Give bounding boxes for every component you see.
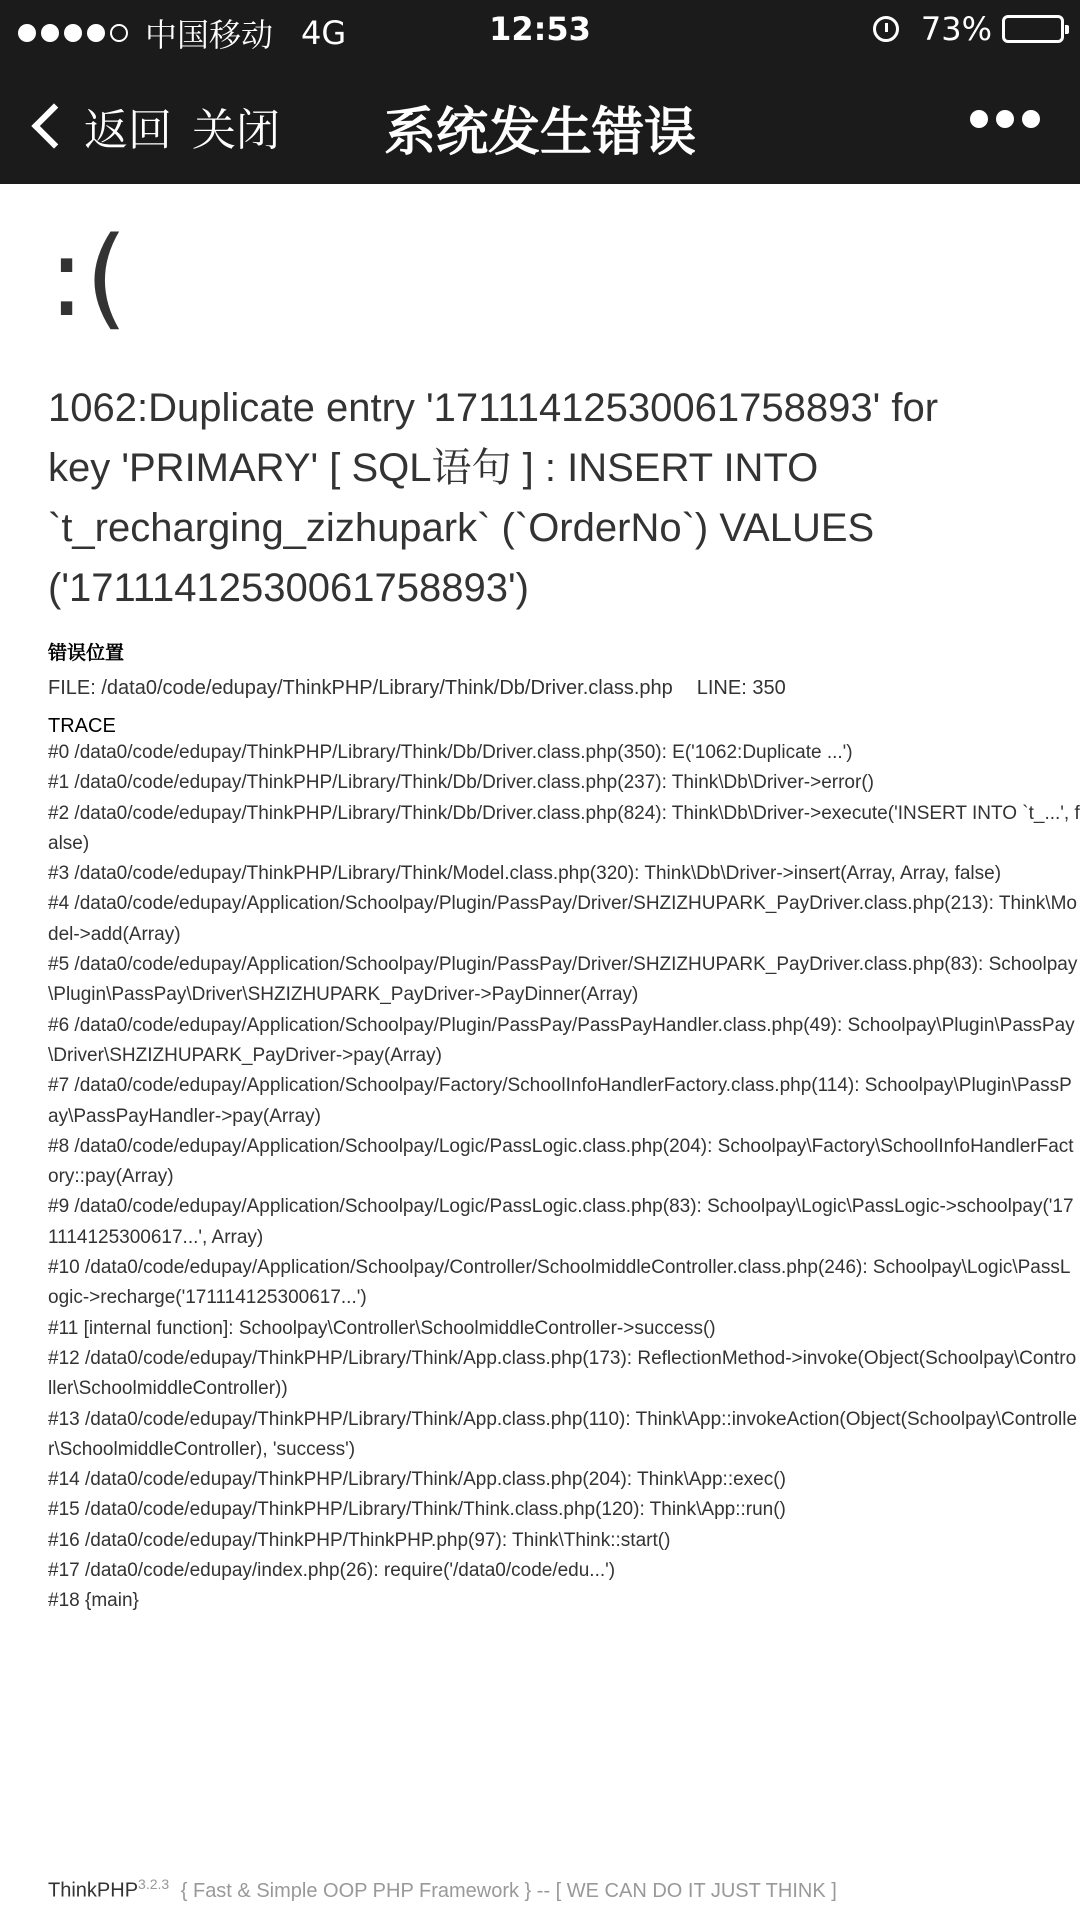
error-file: FILE: /data0/code/edupay/ThinkPHP/Library/Think/Db/Driver.class.php xyxy=(48,677,673,699)
trace-item: #13 /data0/code/edupay/ThinkPHP/Library/Think/App.class.php(110): Think\App::invokeAction(Object(Schoolpay\Controller\SchoolmiddleController), 'success') xyxy=(48,1408,1078,1460)
trace-item: #5 /data0/code/edupay/Application/Schoolpay/Plugin/PassPay/Driver/SHZIZHUPARK_PayDriver.class.php(83): Schoolpay\Plugin\PassPay\Driver\SHZIZHUPARK_PayDriver->PayDinner(Array) xyxy=(48,954,1078,1006)
error-line: LINE: 350 xyxy=(696,677,786,699)
battery-percent: 73% xyxy=(920,10,992,48)
sad-face: :( xyxy=(48,213,128,341)
trace-item: #2 /data0/code/edupay/ThinkPHP/Library/Think/Db/Driver.class.php(824): Think\Db\Driver->execute('INSERT INTO `t_...', false) xyxy=(48,802,1080,854)
error-message: 1062:Duplicate entry '17111412530061758893' for key 'PRIMARY' [ SQL语句 ] : INSERT INTO `t_recharging_zizhupark` (`OrderNo`) VALUES ('17111412530061758893') xyxy=(48,386,939,610)
error-location-title: 错误位置 xyxy=(48,642,125,664)
carrier-name: 中国移动 xyxy=(145,16,274,54)
trace-item: #18 {main} xyxy=(48,1590,139,1612)
trace-item: #1 /data0/code/edupay/ThinkPHP/Library/Think/Db/Driver.class.php(237): Think\Db\Driver->error() xyxy=(48,772,874,794)
page-title: 系统发生错误 xyxy=(383,103,696,163)
trace-item: #12 /data0/code/edupay/ThinkPHP/Library/Think/App.class.php(173): ReflectionMethod->invoke(Object(Schoolpay\Controller\SchoolmiddleController)) xyxy=(48,1347,1077,1400)
error-content xyxy=(48,184,1080,1617)
framework-slogan: { Fast & Simple OOP PHP Framework } -- [ WE CAN DO IT JUST THINK ] xyxy=(180,1879,837,1902)
trace-item: #6 /data0/code/edupay/Application/Schoolpay/Plugin/PassPay/PassPayHandler.class.php(49): Schoolpay\Plugin\PassPay\Driver\SHZIZHUPARK_PayDriver->pay(Array) xyxy=(48,1014,1075,1066)
trace-item: #15 /data0/code/edupay/ThinkPHP/Library/Think/Think.class.php(120): Think\App::run() xyxy=(48,1499,786,1521)
trace-item: #14 /data0/code/edupay/ThinkPHP/Library/Think/App.class.php(204): Think\App::exec() xyxy=(48,1469,786,1491)
trace-title: TRACE xyxy=(48,715,116,737)
trace-item: #16 /data0/code/edupay/ThinkPHP/ThinkPHP.php(97): Think\Think::start() xyxy=(48,1529,671,1551)
battery-icon xyxy=(1002,15,1064,43)
clock: 12:53 xyxy=(489,10,591,48)
network-type: 4G xyxy=(301,14,347,52)
trace-item: #17 /data0/code/edupay/index.php(26): require('/data0/code/edu...') xyxy=(48,1560,616,1582)
framework-version: 3.2.3 xyxy=(138,1876,170,1892)
more-icon[interactable] xyxy=(962,110,1040,128)
nav-bar xyxy=(0,58,1080,184)
trace-list xyxy=(48,738,1080,1617)
status-bar xyxy=(0,0,1080,58)
trace-item: #0 /data0/code/edupay/ThinkPHP/Library/Think/Db/Driver.class.php(350): E('1062:Duplicate ...') xyxy=(48,742,853,763)
trace-item: #8 /data0/code/edupay/Application/Schoolpay/Logic/PassLogic.class.php(204): Schoolpay\Factory\SchoolInfoHandlerFactory::pay(Array) xyxy=(48,1135,1074,1188)
trace-item: #7 /data0/code/edupay/Application/Schoolpay/Factory/SchoolInfoHandlerFactory.class.php(114): Schoolpay\Plugin\PassPay\PassPayHandler->pay(Array) xyxy=(48,1075,1072,1127)
status-right xyxy=(873,10,1064,48)
framework-link[interactable]: ThinkPHP xyxy=(48,1879,139,1902)
alarm-icon xyxy=(873,16,899,42)
close-button[interactable]: 关闭 xyxy=(192,105,280,156)
trace-item: #4 /data0/code/edupay/Application/Schoolpay/Plugin/PassPay/Driver/SHZIZHUPARK_PayDriver.class.php(213): Think\Model->add(Array) xyxy=(48,893,1077,945)
trace-item: #9 /data0/code/edupay/Application/Schoolpay/Logic/PassLogic.class.php(83): Schoolpay\Logic\PassLogic->schoolpay('171114125300617...', Array) xyxy=(48,1196,1074,1248)
trace-item: #11 [internal function]: Schoolpay\Controller\SchoolmiddleController->success() xyxy=(48,1317,716,1339)
trace-item: #3 /data0/code/edupay/ThinkPHP/Library/Think/Model.class.php(320): Think\Db\Driver->insert(Array, Array, false) xyxy=(48,863,1002,885)
error-file-line xyxy=(48,673,1068,703)
footer-copyright xyxy=(48,1876,837,1903)
trace-item: #10 /data0/code/edupay/Application/Schoolpay/Controller/SchoolmiddleController.class.php(246): Schoolpay\Logic\PassLogic->recharge('171114125300617...') xyxy=(48,1257,1071,1309)
back-label: 返回 xyxy=(84,105,172,156)
